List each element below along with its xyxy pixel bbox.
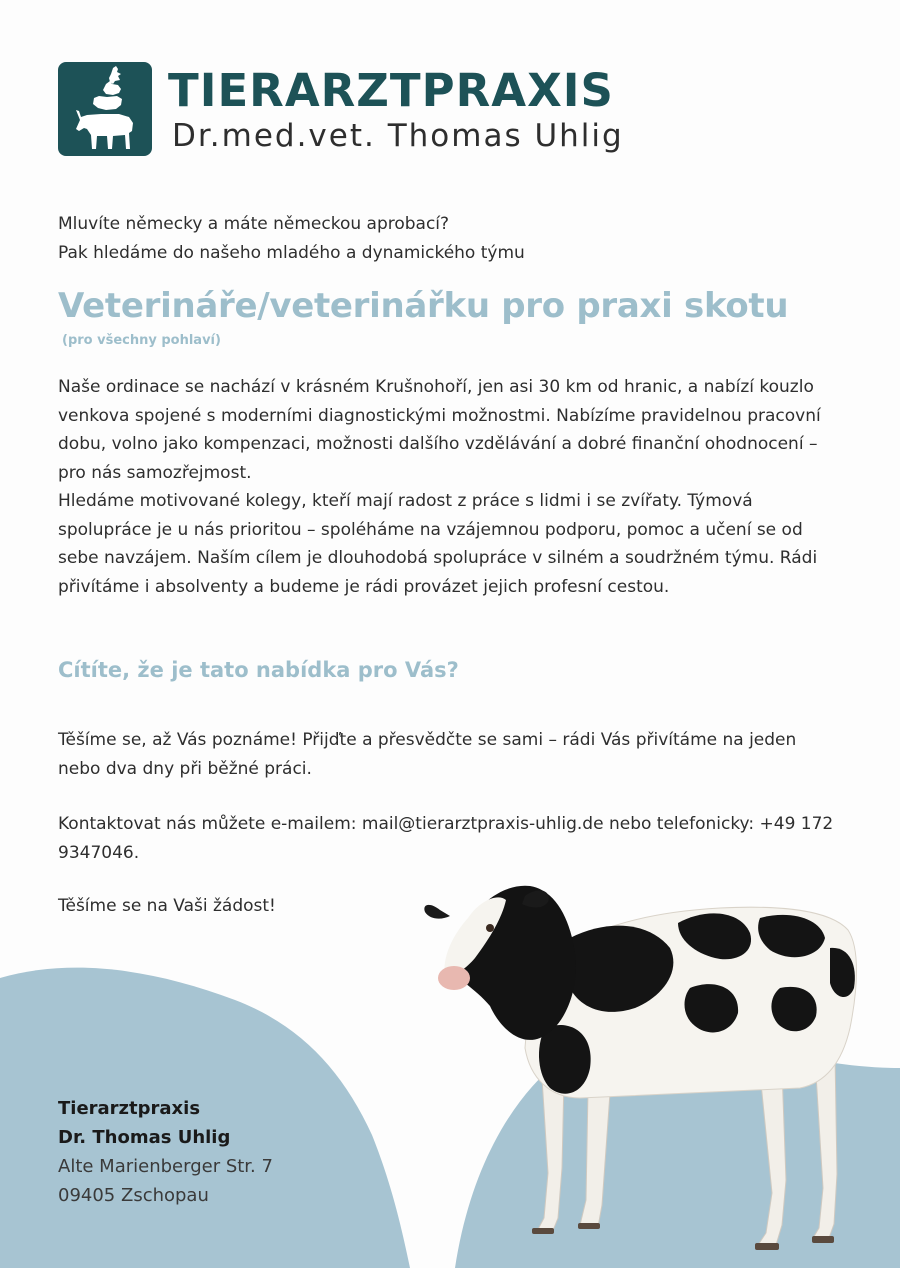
brand-subtitle: Dr.med.vet. Thomas Uhlig (172, 118, 624, 154)
brand-title: TIERARZTPRAXIS (168, 64, 614, 117)
visit-invitation: Těšíme se, až Vás poznáme! Přijďte a přesvědčte se sami – rádi Vás přivítáme na jeden nebo dva dny při běžné práci. (58, 730, 797, 779)
practice-name: Tierarztpraxis (58, 1098, 201, 1119)
address-block (58, 1094, 273, 1210)
vet-name: Dr. Thomas Uhlig (58, 1127, 231, 1148)
job-title-heading: Veterináře/veterinářku pro praxi skotu (58, 286, 789, 326)
intro-line-1: Mluvíte německy a máte německou aprobací? (58, 214, 450, 234)
description-paragraph-2: Hledáme motivované kolegy, kteří mají radost z práce s lidmi i se zvířaty. Týmová spolupráce je u nás prioritou – spoléháme na vzájemnou podporu, pomoc a učení se od sebe navzájem. Naším cílem je dlouhodobá spolupráce v silném a soudržném týmu. Rádi přivítáme i absolventy a budeme je rádi provázet jejich profesní cestou. (58, 491, 818, 597)
job-title-note: (pro všechny pohlaví) (62, 333, 221, 348)
city-address: 09405 Zschopau (58, 1185, 209, 1206)
intro-text (58, 210, 525, 268)
calf-photo (420, 878, 870, 1263)
job-description (58, 373, 848, 601)
bremen-town-musicians-icon (58, 62, 152, 156)
contact-info: Kontaktovat nás můžete e-mailem: mail@tierarztpraxis-uhlig.de nebo telefonicky: +49 172 9347046. (58, 814, 834, 863)
cta-heading: Cítíte, že je tato nabídka pro Vás? (58, 658, 459, 682)
closing-line: Těšíme se na Vaši žádost! (58, 896, 276, 916)
street-address: Alte Marienberger Str. 7 (58, 1156, 273, 1177)
logo (58, 62, 152, 156)
intro-line-2: Pak hledáme do našeho mladého a dynamického týmu (58, 243, 525, 263)
description-paragraph-1: Naše ordinace se nachází v krásném Krušnohoří, jen asi 30 km od hranic, a nabízí kouzlo venkova spojené s moderními diagnostickými možnostmi. Nabízíme pravidelnou pracovní dobu, volno jako kompenzaci, možnosti dalšího vzdělávání a dobré finanční ohodnocení – pro nás samozřejmost. (58, 377, 821, 483)
